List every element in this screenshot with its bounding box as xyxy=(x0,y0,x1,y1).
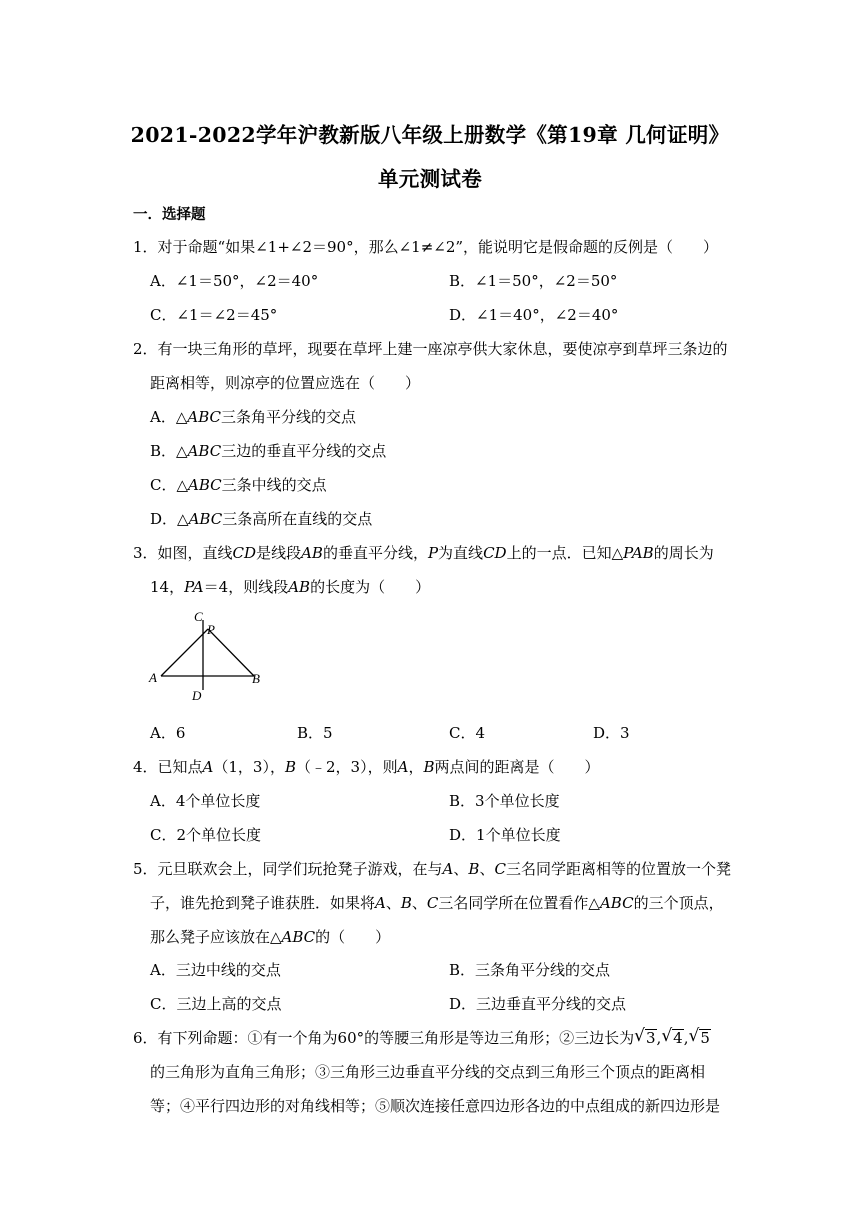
q3-stem-line-2: 14，PA＝4，则线段AB的长度为（ ） xyxy=(150,578,431,596)
q4-option-b: B．3个单位长度 xyxy=(449,792,560,810)
q4-option-a: A．4个单位长度 xyxy=(150,792,261,810)
q1-option-b: B．∠1＝50°，∠2＝50° xyxy=(449,272,618,290)
sqrt-3: √ 3 xyxy=(634,1026,656,1047)
q2-option-b: B．△ABC三边的垂直平分线的交点 xyxy=(150,442,387,460)
q5-stem-line-2: 子，谁先抢到凳子谁获胜．如果将A、B、C三名同学所在位置看作△ABC的三个顶点， xyxy=(150,894,724,912)
q5-option-d: D．三边垂直平分线的交点 xyxy=(449,995,627,1013)
q1-option-c: C．∠1＝∠2＝45° xyxy=(150,306,278,324)
title-line-1: 2021-2022学年沪教新版八年级上册数学《第19章 几何证明》 xyxy=(130,123,730,147)
label-a: A xyxy=(149,670,157,685)
title-line-2: 单元测试卷 xyxy=(378,167,482,191)
sqrt-4: √ 4 xyxy=(661,1026,683,1047)
q6-stem-line-1: 6．有下列命题：①有一个角为60°的等腰三角形是等边三角形；②三边长为 √ 3 , √ 4 , √ 5 xyxy=(133,1026,710,1047)
q1-option-a: A．∠1＝50°，∠2＝40° xyxy=(150,272,319,290)
q3-option-a: A．6 xyxy=(150,724,186,742)
q5-option-b: B．三条角平分线的交点 xyxy=(449,961,611,979)
q2-stem-line-1: 2．有一块三角形的草坪，现要在草坪上建一座凉亭供大家休息，要使凉亭到草坪三条边的 xyxy=(133,340,728,358)
q2-stem-line-2: 距离相等，则凉亭的位置应选在（ ） xyxy=(150,374,421,392)
q6-stem-line-2: 的三角形为直角三角形；③三角形三边垂直平分线的交点到三角形三个顶点的距离相 xyxy=(150,1063,706,1081)
q4-option-c: C．2个单位长度 xyxy=(150,826,262,844)
segment-pa xyxy=(161,629,208,676)
q3-option-d: D．3 xyxy=(593,724,630,742)
q1-stem: 1．对于命题“如果∠1+∠2＝90°，那么∠1≠∠2”，能说明它是假命题的反例是（ ） xyxy=(133,238,719,256)
q2-option-c: C．△ABC三条中线的交点 xyxy=(150,476,327,494)
label-d: D xyxy=(192,688,202,702)
q5-option-a: A．三边中线的交点 xyxy=(150,961,281,979)
q3-option-c: C．4 xyxy=(449,724,486,742)
q4-option-d: D．1个单位长度 xyxy=(449,826,561,844)
label-p: P xyxy=(207,622,215,637)
sqrt-5: √ 5 xyxy=(688,1026,710,1047)
label-b: B xyxy=(252,671,260,686)
section-heading: 一．选择题 xyxy=(133,206,206,223)
q6-stem-line-3: 等；④平行四边形的对角线相等；⑤顺次连接任意四边形各边的中点组成的新四边形是 xyxy=(150,1097,721,1115)
q3-stem-line-1: 3．如图，直线CD是线段AB的垂直平分线，P为直线CD上的一点．已知△PAB的周长为 xyxy=(133,544,714,562)
q5-stem-line-1: 5．元旦联欢会上，同学们玩抢凳子游戏，在与A、B、C三名同学距离相等的位置放一个凳 xyxy=(133,860,731,878)
q4-stem: 4．已知点A（1，3），B（﹣2，3），则A，B两点间的距离是（ ） xyxy=(133,758,600,776)
label-c: C xyxy=(194,609,203,624)
q2-option-d: D．△ABC三条高所在直线的交点 xyxy=(150,510,373,528)
q5-option-c: C．三边上高的交点 xyxy=(150,995,282,1013)
q1-option-d: D．∠1＝40°，∠2＝40° xyxy=(449,306,619,324)
q3-option-b: B．5 xyxy=(297,724,333,742)
q2-option-a: A．△ABC三条角平分线的交点 xyxy=(150,408,357,426)
q5-stem-line-3: 那么凳子应该放在△ABC的（ ） xyxy=(150,928,391,946)
q3-geometry-figure xyxy=(146,606,266,702)
